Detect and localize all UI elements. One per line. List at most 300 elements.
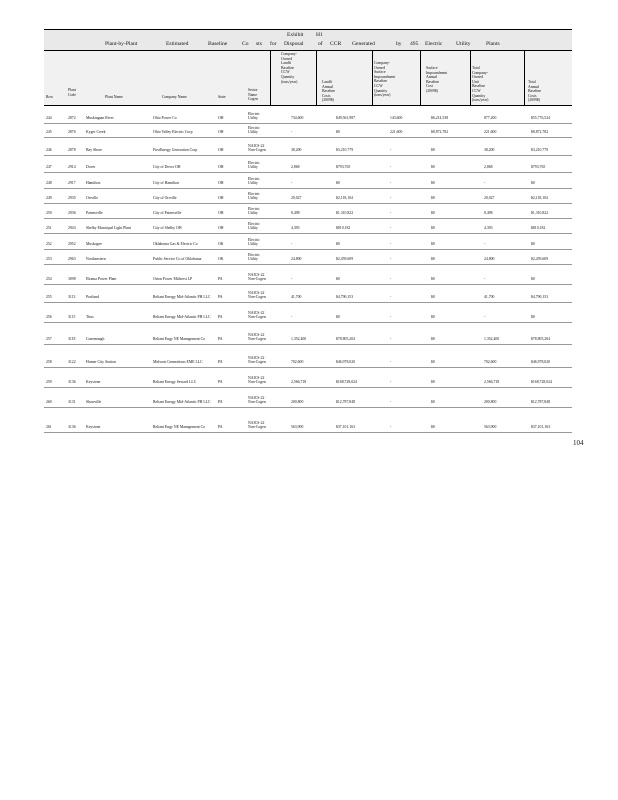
table-cell-name: Conemaugh [86,337,105,342]
table-cell-lf-cost: $0 [336,277,340,281]
table-cell-company: City of Hamilton [153,181,179,186]
table-cell-state: OH [218,116,224,120]
table-cell-lf-qty: 1,352,400 [291,337,307,341]
table-cell-tot-cost: $12,787,848 [531,400,550,404]
col-header-surface-qty [374,61,418,98]
table-cell-si-qty: - [390,380,392,384]
table-cell-tot-cost: $46,978,020 [531,360,550,364]
table-cell-state: OH [218,211,224,215]
title-word: by [396,41,402,47]
table-cell-sector: Electric Utility [248,125,260,135]
header-divider [470,51,471,105]
table-cell-name: Homer City Station [86,360,116,365]
row-separator [44,432,572,433]
table-cell-tot-cost: $8,872,782 [531,130,549,134]
table-cell-si-cost: $0 [431,380,435,384]
table-cell-company: Ohio Power Co [153,116,177,121]
col-header-line: Total [528,80,536,84]
table-cell-tot-qty: 1,352,400 [484,337,500,341]
table-cell-sector: NAICS-22 Non-Cogen [248,355,266,365]
table-cell-code: 3118 [68,337,76,341]
table-cell-sector: Electric Utility [248,206,260,216]
col-header-line: CCW [281,70,290,75]
table-cell-lf-cost: $793,765 [336,165,351,169]
table-cell-sector: Electric Utility [248,191,260,201]
table-cell-tot-qty: 2,566,718 [484,380,500,384]
table-cell-lf-qty: 41,700 [291,295,302,299]
table-cell-si-qty: - [390,360,392,364]
col-header-line: Owned [374,65,385,70]
col-header-line: CCW [374,83,383,88]
table-cell-name: Orrville [86,196,99,201]
table-cell-code: 2943 [68,226,76,230]
col-header-line: Owned [472,75,483,80]
table-cell-si-cost: $0 [431,360,435,364]
table-cell-lf-cost: $0 [336,130,340,134]
table-cell-name: Keystone [86,425,101,430]
col-header-line: Baseline [426,79,440,84]
title-word: Estimated [166,41,189,47]
row-separator [44,284,572,285]
col-header-line: Baseline [374,79,388,84]
table-cell-name: Kyger Creek [86,130,106,135]
table-cell-si-cost: $0 [431,295,435,299]
table-cell-si-qty: - [390,226,392,230]
row-separator [44,407,572,408]
col-header-line: Owned [281,56,292,61]
row-separator [44,137,572,138]
table-cell-company: Reliant Energy Seward LLC [153,380,197,385]
row-separator [44,344,572,345]
title-word: Baseline [208,41,228,47]
table-cell-tot-cost: $2,459,609 [531,257,549,261]
table-cell-code: 2914 [68,165,76,169]
table-cell-company: Ohio Valley Electric Corp [153,130,193,135]
col-header-plant-name: Plant Name [105,95,123,99]
col-header-line: (2009$) [426,88,439,93]
title-word: Plants [486,41,500,47]
row-separator [44,249,572,250]
table-cell-row: 245 [46,130,52,134]
table-cell-lf-qty: - [291,277,293,281]
table-cell-state: OK [218,242,224,246]
table-cell-row: 252 [46,242,52,246]
table-cell-sector: Electric Utility [248,160,260,170]
table-cell-tot-qty: - [484,181,486,185]
table-cell-lf-cost: $2,118,104 [336,196,353,200]
table-cell-tot-cost: $810,182 [531,226,546,230]
row-separator [44,155,572,156]
table-cell-state: PA [218,295,223,299]
table-cell-tot-qty: 221,600 [484,130,497,134]
table-cell-lf-cost: $1,310,822 [336,211,354,215]
table-cell-name: Titus [86,315,94,320]
row-separator [44,322,572,323]
page-number: 104 [573,439,584,447]
table-cell-state: PA [218,337,223,341]
table-cell-tot-qty: 2,868 [484,165,493,169]
title-word: sts [256,41,262,47]
table-cell-name: Muskogee [86,242,102,247]
table-cell-tot-cost: $0 [531,277,535,281]
table-cell-state: OK [218,257,224,261]
table-cell-code: 2963 [68,257,76,261]
table-cell-si-qty: - [390,425,392,429]
table-cell-tot-qty: - [484,315,486,319]
table-cell-si-cost: $8,872,782 [431,130,449,134]
col-header-line: Name [248,92,258,97]
table-cell-tot-cost: $78,805,204 [531,337,550,341]
table-cell-row: 261 [46,425,52,429]
header-divider [420,51,421,105]
table-cell-si-cost: $0 [431,257,435,261]
table-cell-lf-qty: 563,900 [291,425,304,429]
header-divider [372,51,373,105]
col-header-plant-code [68,88,76,97]
table-cell-name: Northeastern [86,257,106,262]
col-header-line: Surface [374,70,386,75]
table-cell-lf-qty: 4,393 [291,226,300,230]
col-header-landfill-cost [322,80,368,103]
table-cell-state: OH [218,181,224,185]
table-cell-sector: NAICS-22 Non-Cogen [248,272,266,282]
table-cell-lf-qty: - [291,181,293,185]
col-header-line: Code [68,92,77,97]
table-cell-company: Reliant Engy NE Management Co [153,425,206,430]
table-cell-tot-qty: 702,600 [484,360,497,364]
col-header-sector [248,88,258,102]
table-cell-si-qty: - [390,295,392,299]
table-cell-row: 255 [46,295,52,299]
table-cell-row: 254 [46,277,52,281]
table-cell-lf-cost: $49,561,987 [336,116,355,120]
table-cell-tot-cost: $168,728,024 [531,380,552,384]
table-cell-name: Muskingum River [86,116,114,121]
table-cell-tot-cost: $0 [531,242,535,246]
table-cell-si-qty: - [390,315,392,319]
table-cell-name: Hamilton [86,181,101,186]
table-cell-lf-qty: 24,800 [291,257,302,261]
table-cell-si-qty: - [390,242,392,246]
table-cell-state: OH [218,130,224,134]
table-cell-tot-qty: 41,700 [484,295,495,299]
header-divider [316,51,317,105]
table-cell-company: Reliant Energy Mid-Atlantic PH LLC [153,400,211,405]
table-cell-name: Shawville [86,400,102,405]
col-header-line: Plant [68,88,76,92]
table-cell-row: 259 [46,380,52,384]
table-cell-lf-qty: 200,800 [291,400,304,404]
table-cell-lf-cost: $37,101,163 [336,425,355,429]
table-cell-si-qty: - [390,165,392,169]
table-cell-si-cost: $0 [431,226,435,230]
col-header-state: State [218,95,226,99]
table-cell-name: Elrama Power Plant [86,277,117,282]
col-header-line: Impoundment [374,74,396,79]
col-header-line: CCW [472,88,481,93]
table-cell-state: OH [218,226,224,230]
table-cell-si-qty: - [390,196,392,200]
col-header-line: Annual [426,75,438,80]
table-cell-tot-cost: $0 [531,315,535,319]
col-header-line: (tons/year) [374,93,391,98]
table-cell-state: OH [218,196,224,200]
table-cell-si-qty: - [390,400,392,404]
table-cell-code: 2952 [68,242,76,246]
col-header-total-qty [472,66,520,103]
table-cell-si-cost: $0 [431,196,435,200]
col-header-line: Landfi [322,80,333,84]
table-cell-company: City of Orrville [153,196,177,201]
table-cell-name: Shelby Municipal Light Plant [86,226,132,231]
table-cell-lf-cost: $0 [336,315,340,319]
table-cell-si-qty: - [390,257,392,261]
table-cell-code: 3115 [68,315,76,319]
table-cell-code: 2936 [68,211,76,215]
table-cell-state: PA [218,380,223,384]
table-cell-row: 249 [46,196,52,200]
col-header-line: Baseline [472,84,486,89]
row-separator [44,172,572,173]
col-header-line: (tons/year) [472,98,489,103]
table-cell-row: 244 [46,116,52,120]
table-cell-tot-qty: 4,393 [484,226,493,230]
table-cell-tot-cost: $37,101,163 [531,425,550,429]
table-cell-si-cost: $6,214,538 [431,116,449,120]
table-cell-si-qty: 221,600 [390,130,403,134]
row-separator [44,387,572,388]
table-cell-lf-cost: $12,787,848 [336,400,355,404]
table-cell-sector: Electric Utility [248,176,260,186]
col-header-line: Annual [322,84,334,89]
table-cell-tot-cost: $793,765 [531,165,546,169]
table-cell-lf-qty: 8,498 [291,211,300,215]
table-cell-state: OH [218,165,224,169]
table-cell-tot-qty: 38,200 [484,148,495,152]
table-cell-code: 2876 [68,130,76,134]
table-cell-sector: Electric Utility [248,221,260,231]
table-cell-lf-cost: $0 [336,181,340,185]
row-separator [44,233,572,234]
table-cell-si-cost: $0 [431,315,435,319]
table-cell-row: 253 [46,257,52,261]
table-cell-lf-qty: 2,566,718 [291,380,307,384]
table-cell-code: 2917 [68,181,76,185]
col-header-line: (tons/year) [281,79,298,84]
table-cell-name: Painesville [86,211,103,216]
table-cell-si-qty: - [390,148,392,152]
table-cell-tot-qty: 24,800 [484,257,495,261]
title-word: for [270,41,277,47]
col-header-line: Company- [374,61,391,65]
table-cell-si-qty: 143,600 [390,116,403,120]
table-cell-sector: NAICS-22 Non-Cogen [248,143,266,153]
col-header-line: (2009$) [528,98,541,103]
row-separator [44,367,572,368]
table-cell-tot-cost: $55,776,524 [531,116,550,120]
table-cell-si-cost: $0 [431,425,435,429]
table-cell-tot-cost: $3,210,779 [531,148,549,152]
table-cell-company: Reliant Energy Mid-Atlantic PH LLC [153,295,211,300]
col-header-total-cost [528,80,570,103]
table-cell-sector: NAICS-22 Non-Cogen [248,375,266,385]
table-cell-tot-cost: $4,790,153 [531,295,549,299]
col-header-line: Impoundment [426,70,448,75]
table-cell-tot-qty: 200,800 [484,400,497,404]
table-cell-row: 257 [46,337,52,341]
table-cell-lf-cost: $810,182 [336,226,351,230]
row-separator [44,123,572,124]
table-cell-row: 248 [46,181,52,185]
col-header-line: Landfi [281,61,292,66]
table-cell-si-cost: $0 [431,400,435,404]
table-cell-lf-cost: $46,978,020 [336,360,355,364]
table-cell-name: Portland [86,295,99,300]
col-header-line: Surface [426,66,438,70]
col-header-row: Row [46,95,54,99]
exhibit-label: Exhibit [287,32,304,38]
table-cell-si-qty: - [390,211,392,215]
table-cell-code: 3136 [68,380,76,384]
col-header-line: Cogen [248,97,258,102]
table-cell-code: 2878 [68,148,76,152]
table-cell-si-cost: $0 [431,181,435,185]
table-cell-tot-qty: 563,900 [484,425,497,429]
table-cell-sector: NAICS-22 Non-Cogen [248,332,266,342]
table-cell-si-qty: - [390,277,392,281]
table-cell-company: Reliant Engy NE Management Co [153,337,206,342]
title-word: of [318,41,323,47]
table-cell-company: Orion Power Midwest LP [153,277,193,282]
table-cell-code: 3113 [68,295,76,299]
col-header-line: Baseline [281,65,295,70]
table-cell-code: 2872 [68,116,76,120]
table-cell-row: 250 [46,211,52,215]
title-word: 495 [410,41,419,47]
table-cell-company: City of Shelby OH [153,226,182,231]
header-bottom-rule [44,105,572,106]
table-cell-code: 3136 [68,425,76,429]
table-cell-lf-cost: $78,805,204 [336,337,355,341]
table-cell-lf-cost: $0 [336,242,340,246]
table-cell-tot-qty: 8,498 [484,211,493,215]
row-separator [44,264,572,265]
col-header-company-name: Company Name [162,95,187,99]
table-cell-lf-qty: 734,600 [291,116,304,120]
col-header-line: Annual [528,84,540,89]
table-cell-lf-qty: - [291,130,293,134]
row-separator [44,188,572,189]
col-header-line: Sector [248,88,258,92]
table-cell-lf-qty: - [291,242,293,246]
table-cell-company: Reliant Energy Mid-Atlantic PH LLC [153,315,211,320]
table-cell-company: FirstEnergy Generation Corp [153,148,198,153]
table-cell-sector: Electric Utility [248,237,260,247]
table-cell-code: 3131 [68,400,76,404]
table-cell-si-cost: $0 [431,337,435,341]
table-cell-code: 2935 [68,196,76,200]
table-cell-row: 256 [46,315,52,319]
table-cell-sector: NAICS-22 Non-Cogen [248,395,266,405]
col-header-line: Baseline [528,89,542,94]
header-divider [270,51,271,105]
table-cell-si-cost: $0 [431,242,435,246]
table-cell-si-cost: $0 [431,148,435,152]
col-header-surface-cost [426,66,468,94]
col-header-line: Baseline [322,89,336,94]
table-cell-code: 3122 [68,360,76,364]
title-word: Plant-by-Plant [105,41,138,47]
table-cell-tot-qty: 877,200 [484,116,497,120]
table-cell-sector: NAICS-22 Non-Cogen [248,420,266,430]
table-cell-si-cost: $0 [431,277,435,281]
table-cell-state: PA [218,360,223,364]
table-cell-state: PA [218,277,223,281]
table-cell-sector: NAICS-22 Non-Cogen [248,290,266,300]
col-header-landfill-qty [281,52,313,84]
col-header-line: Unit [472,79,479,84]
table-cell-si-cost: $0 [431,211,435,215]
table-cell-si-qty: - [390,181,392,185]
table-cell-row: 260 [46,400,52,404]
col-header-line: Total [472,66,480,70]
table-cell-state: PA [218,425,223,429]
col-header-line: Company- [472,70,489,75]
table-cell-sector: Electric Utility [248,111,260,121]
table-cell-name: Keystone [86,380,101,385]
row-separator [44,203,572,204]
table-cell-name: Bay Shore [86,148,102,153]
table-cell-sector: Electric Utility [248,252,260,262]
table-cell-row: 246 [46,148,52,152]
row-separator [44,302,572,303]
col-header-line: Quantity [281,74,295,79]
table-cell-lf-cost: $4,790,153 [336,295,354,299]
col-header-line: Cost [426,84,433,89]
header-divider [524,51,525,105]
col-header-line: Costs [322,93,331,98]
col-header-line: Company- [281,52,298,56]
exhibit-number: H1 [316,32,323,38]
table-cell-tot-qty: - [484,242,486,246]
col-header-line: Costs [528,93,537,98]
table-cell-company: Oklahoma Gas & Electric Co [153,242,198,247]
table-cell-code: 3098 [68,277,76,281]
table-cell-company: Public Service Co of Oklahoma [153,257,202,262]
table-cell-tot-cost: $2,118,104 [531,196,548,200]
title-word: Electric [425,41,443,47]
table-cell-lf-qty: 702,600 [291,360,304,364]
table-cell-tot-cost: $0 [531,181,535,185]
table-cell-lf-cost: $3,210,779 [336,148,354,152]
table-cell-company: Midwest Generations EME LLC [153,360,203,365]
table-cell-si-qty: - [390,337,392,341]
col-header-line: Quantity [374,88,388,93]
table-cell-lf-qty: 20,027 [291,196,302,200]
table-cell-lf-cost: $168,728,024 [336,380,357,384]
table-cell-state: PA [218,315,223,319]
title-word: Disposal [284,41,304,47]
table-cell-tot-qty: 20,027 [484,196,495,200]
title-word: CCR [330,41,342,47]
table-cell-state: PA [218,400,223,404]
table-cell-lf-qty: 2,868 [291,165,300,169]
col-header-line: Quantity [472,93,486,98]
title-band [44,30,572,50]
table-cell-tot-cost: $1,310,822 [531,211,549,215]
table-cell-company: City of Painesville [153,211,182,216]
table-cell-row: 251 [46,226,52,230]
